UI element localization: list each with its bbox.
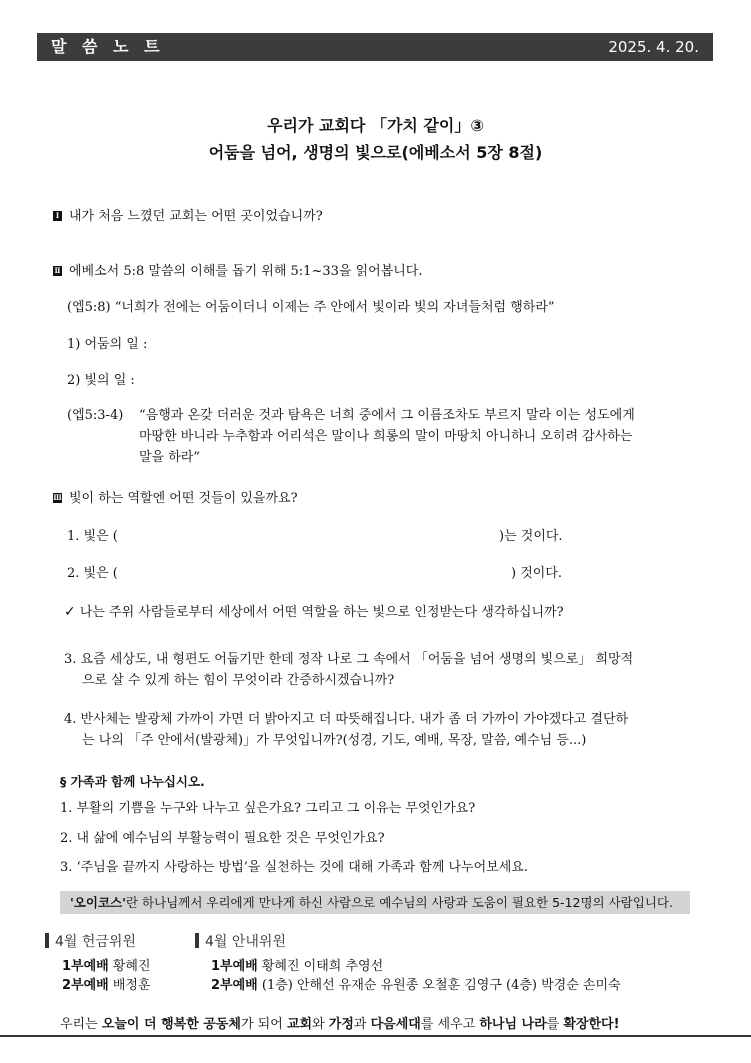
check-question (64, 601, 564, 620)
oikos-banner (60, 891, 690, 914)
verse-eph-5-3-ref: (엡5:3-4) (67, 408, 124, 423)
section-1 (53, 205, 323, 224)
verse-eph-5-3-line3: 말을 하라” (139, 450, 201, 465)
verse-eph-5-3-line1: “음행과 온갖 더러운 것과 탐욕은 너희 중에서 그 이름조차도 부르지 말라 이는 성도에게 (139, 408, 635, 423)
offering-label-2: 2부예배 (62, 978, 109, 993)
section-bar-icon (45, 933, 49, 948)
section-2-text: 에베소서 5:8 말씀의 이해를 돕기 위해 5:1~33을 읽어봅니다. (69, 264, 423, 279)
section-3 (53, 487, 298, 506)
family-item-3: 3. ‘주님을 끝까지 사랑하는 방법’을 실천하는 것에 대해 가족과 함께 나누어보세요. (60, 860, 528, 875)
usher-names-1: 황혜진 이태희 추영선 (261, 959, 384, 974)
verse-eph-5-3-line2: 마땅한 바니라 누추함과 어리석은 말이나 희롱의 말이 마땅치 아니하니 오히려 감사하는 (139, 429, 633, 444)
section-bar-icon (195, 933, 199, 948)
verse-eph-5-8: (엡5:8) “너희가 전에는 어둠이더니 이제는 주 안에서 빛이라 빛의 자녀들처럼 행하라” (67, 300, 555, 315)
checkmark-icon: ✓ (64, 604, 76, 620)
question-1-end: )는 것이다. (499, 529, 563, 544)
usher-label-2: 2부예배 (211, 978, 258, 993)
offering-committee-title: 4월 헌금위원 (45, 931, 136, 951)
offering-row-1 (62, 955, 151, 974)
darkness-works-item: 1) 어둠의 일 : (67, 337, 148, 352)
question-4-line1: 4. 반사체는 발광체 가까이 가면 더 밝아지고 더 따뜻해집니다. 내가 좀 더 가까이 가야겠다고 결단하 (64, 712, 629, 727)
offering-row-2 (62, 974, 151, 993)
oikos-text: 란 하나님께서 우리에게 만나게 하신 사람으로 예수님의 사랑과 도움이 필요한 5-12명의 사람입니다. (125, 895, 673, 910)
oikos-term: '오이코스' (70, 895, 126, 910)
usher-committee-title: 4월 안내위원 (195, 931, 286, 951)
family-heading: § 가족과 함께 나누십시오. (60, 774, 205, 789)
section-1-text: 내가 처음 느꼈던 교회는 어떤 곳이었습니까? (69, 209, 323, 224)
question-3-line2: 으로 살 수 있게 하는 힘이 무엇이라 간증하시겠습니까? (82, 673, 395, 688)
usher-row-1 (211, 955, 383, 974)
section-2 (53, 260, 423, 279)
check-question-text: 나는 주위 사람들로부터 세상에서 어떤 역할을 하는 빛으로 인정받는다 생각하십니까? (79, 605, 564, 620)
question-2-start: 2. 빛은 ( (67, 566, 118, 581)
question-3-line1: 3. 요즘 세상도, 내 형편도 어둡기만 한데 정작 나로 그 속에서 「어둠을 넘어 생명의 빛으로」 희망적 (64, 652, 634, 667)
church-motto: 우리는 오늘이 더 행복한 공동체가 되어 교회와 가정과 다음세대를 세우고 하나님 나라를 확장한다! (60, 1017, 620, 1032)
question-2-end: ) 것이다. (511, 566, 563, 581)
roman-marker-3: Ⅲ (53, 493, 62, 502)
sermon-title-line1: 우리가 교회다 「가치 같이」③ (267, 116, 484, 135)
roman-marker-2: Ⅱ (54, 266, 61, 275)
sermon-title-line2: 어둠을 넘어, 생명의 빛으로(에베소서 5장 8절) (208, 143, 543, 162)
family-item-1: 1. 부활의 기쁨을 누구와 나누고 싶은가요? 그리고 그 이유는 무엇인가요? (60, 801, 476, 816)
offering-names-1: 황혜진 (112, 959, 151, 974)
section-3-text: 빛이 하는 역할엔 어떤 것들이 있을까요? (69, 491, 298, 506)
offering-names-2: 배정훈 (112, 978, 151, 993)
usher-row-2 (211, 974, 621, 993)
usher-names-2: (1층) 안해선 유재순 유원종 오철훈 김영구 (4층) 박경순 손미숙 (261, 978, 621, 993)
header-date: 2025. 4. 20. (608, 38, 699, 56)
family-item-2: 2. 내 삶에 예수님의 부활능력이 필요한 것은 무엇인가요? (60, 831, 385, 846)
usher-label-1: 1부예배 (211, 959, 258, 974)
offering-label-1: 1부예배 (62, 959, 109, 974)
bottom-divider (0, 1035, 751, 1037)
header-title: 말 씀 노 트 (51, 37, 165, 56)
question-4-line2: 는 나의 「주 안에서(발광체)」가 무엇입니까?(성경, 기도, 예배, 목장, 말씀, 예수님 등...) (82, 733, 587, 748)
header-bar (37, 33, 713, 61)
question-1-start: 1. 빛은 ( (67, 529, 118, 544)
roman-marker-1: Ⅰ (53, 211, 62, 221)
light-works-item: 2) 빛의 일 : (67, 373, 135, 388)
